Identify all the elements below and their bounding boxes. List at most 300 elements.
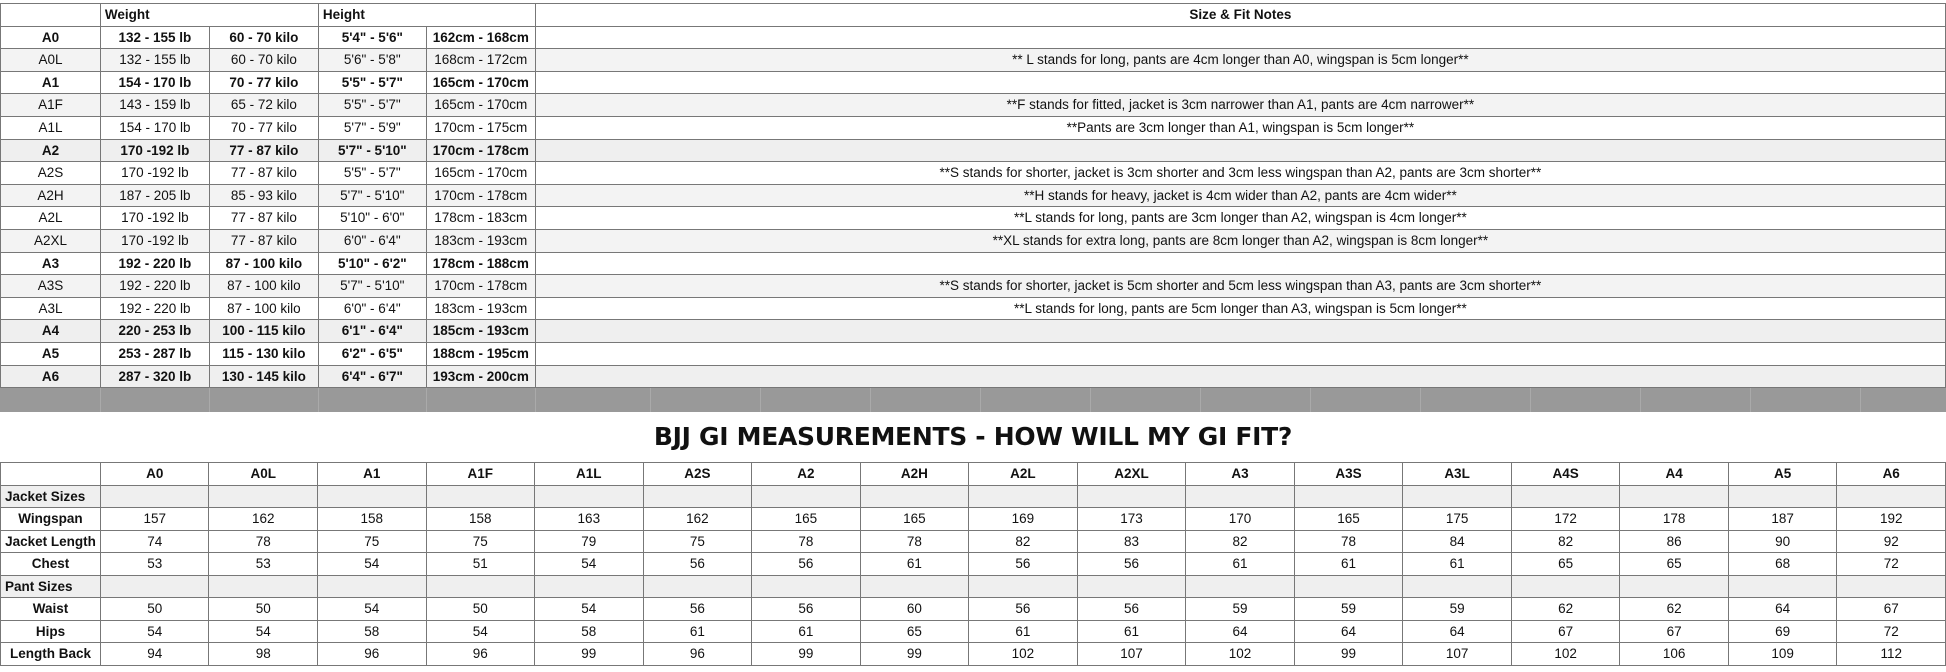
measurement-value bbox=[1294, 575, 1403, 598]
measurement-value: 84 bbox=[1403, 530, 1512, 553]
measurement-value: 65 bbox=[860, 620, 969, 643]
page-title: BJJ GI MEASUREMENTS - HOW WILL MY GI FIT? bbox=[653, 422, 1293, 451]
size-column-header: A2H bbox=[860, 463, 969, 486]
header-weight: Weight bbox=[100, 4, 318, 27]
measurement-label: Hips bbox=[1, 620, 101, 643]
measurement-row bbox=[1, 643, 1946, 666]
weight-lb: 192 - 220 lb bbox=[100, 275, 209, 298]
measurement-value bbox=[1294, 485, 1403, 508]
height-cm: 165cm - 170cm bbox=[426, 162, 535, 185]
size-chart-table bbox=[0, 3, 1946, 388]
measurement-value: 78 bbox=[209, 530, 318, 553]
measurement-row bbox=[1, 508, 1946, 531]
measurement-value: 50 bbox=[209, 598, 318, 621]
measurement-value: 68 bbox=[1728, 553, 1837, 576]
size-label: A4 bbox=[1, 320, 101, 343]
fit-note bbox=[535, 252, 1945, 275]
measurement-value: 50 bbox=[100, 598, 209, 621]
weight-kg: 130 - 145 kilo bbox=[209, 365, 318, 388]
band-divider bbox=[1200, 388, 1201, 412]
size-row bbox=[1, 116, 1946, 139]
measurement-value: 61 bbox=[752, 620, 861, 643]
height-cm: 188cm - 195cm bbox=[426, 342, 535, 365]
fit-note: **H stands for heavy, jacket is 4cm wider than A2, pants are 4cm wider** bbox=[535, 184, 1945, 207]
measurement-value bbox=[969, 575, 1078, 598]
height-ft: 5'7" - 5'10" bbox=[318, 139, 426, 162]
measurement-value: 61 bbox=[1294, 553, 1403, 576]
measurement-value: 56 bbox=[969, 553, 1078, 576]
measurement-label: Jacket Length bbox=[1, 530, 101, 553]
size-label: A2 bbox=[1, 139, 101, 162]
weight-kg: 77 - 87 kilo bbox=[209, 162, 318, 185]
measurement-value: 173 bbox=[1077, 508, 1186, 531]
weight-lb: 187 - 205 lb bbox=[100, 184, 209, 207]
measurement-value: 78 bbox=[752, 530, 861, 553]
measurement-value: 162 bbox=[209, 508, 318, 531]
measurement-value: 157 bbox=[100, 508, 209, 531]
height-ft: 5'10" - 6'0" bbox=[318, 207, 426, 230]
measurement-value bbox=[426, 485, 535, 508]
measurement-value: 61 bbox=[1186, 553, 1295, 576]
measurement-value: 165 bbox=[1294, 508, 1403, 531]
measurement-value: 75 bbox=[643, 530, 752, 553]
measurement-value: 56 bbox=[969, 598, 1078, 621]
weight-kg: 70 - 77 kilo bbox=[209, 116, 318, 139]
measurement-value: 65 bbox=[1511, 553, 1620, 576]
measurement-value bbox=[1728, 485, 1837, 508]
measurement-value: 64 bbox=[1294, 620, 1403, 643]
measurement-row bbox=[1, 620, 1946, 643]
measurement-value: 102 bbox=[1186, 643, 1295, 666]
measurement-value: 61 bbox=[1403, 553, 1512, 576]
section-row bbox=[1, 575, 1946, 598]
measurement-value: 99 bbox=[535, 643, 644, 666]
header-size-cell bbox=[1, 4, 101, 27]
measurement-value: 61 bbox=[860, 553, 969, 576]
band-divider bbox=[1420, 388, 1421, 412]
height-ft: 5'10" - 6'2" bbox=[318, 252, 426, 275]
measurement-value: 67 bbox=[1620, 620, 1729, 643]
measurement-value bbox=[426, 575, 535, 598]
weight-lb: 170 -192 lb bbox=[100, 207, 209, 230]
measurement-value: 56 bbox=[752, 598, 861, 621]
measurement-value bbox=[318, 485, 427, 508]
weight-lb: 170 -192 lb bbox=[100, 139, 209, 162]
measurement-value: 61 bbox=[1077, 620, 1186, 643]
measurement-value: 53 bbox=[209, 553, 318, 576]
measurement-value: 78 bbox=[860, 530, 969, 553]
band-divider bbox=[100, 388, 101, 412]
measurement-value: 169 bbox=[969, 508, 1078, 531]
measurement-value: 64 bbox=[1728, 598, 1837, 621]
measurement-value bbox=[1186, 485, 1295, 508]
measurement-value: 67 bbox=[1837, 598, 1946, 621]
measurement-value: 92 bbox=[1837, 530, 1946, 553]
fit-note bbox=[535, 342, 1945, 365]
size-column-header: A4 bbox=[1620, 463, 1729, 486]
measurement-value bbox=[1837, 575, 1946, 598]
measurement-value bbox=[209, 485, 318, 508]
measurement-value: 99 bbox=[1294, 643, 1403, 666]
size-label: A1F bbox=[1, 94, 101, 117]
band-divider bbox=[535, 388, 536, 412]
measurement-value bbox=[1077, 575, 1186, 598]
measurement-value: 90 bbox=[1728, 530, 1837, 553]
fit-note bbox=[535, 320, 1945, 343]
weight-lb: 154 - 170 lb bbox=[100, 71, 209, 94]
size-row bbox=[1, 342, 1946, 365]
measurement-value bbox=[535, 575, 644, 598]
measurement-value: 94 bbox=[100, 643, 209, 666]
measurement-value: 96 bbox=[643, 643, 752, 666]
size-label: A3 bbox=[1, 252, 101, 275]
height-cm: 185cm - 193cm bbox=[426, 320, 535, 343]
measurement-value: 163 bbox=[535, 508, 644, 531]
band-divider bbox=[1090, 388, 1091, 412]
measurement-value bbox=[969, 485, 1078, 508]
weight-lb: 287 - 320 lb bbox=[100, 365, 209, 388]
measurement-value bbox=[860, 575, 969, 598]
measurement-value: 107 bbox=[1077, 643, 1186, 666]
measurement-value: 99 bbox=[860, 643, 969, 666]
measurement-value: 54 bbox=[318, 598, 427, 621]
measurement-value: 56 bbox=[643, 598, 752, 621]
measurement-label: Length Back bbox=[1, 643, 101, 666]
measurement-value: 54 bbox=[426, 620, 535, 643]
measurement-value: 72 bbox=[1837, 620, 1946, 643]
size-column-header: A3S bbox=[1294, 463, 1403, 486]
measurement-value bbox=[318, 575, 427, 598]
fit-note: **F stands for fitted, jacket is 3cm narrower than A1, pants are 4cm narrower** bbox=[535, 94, 1945, 117]
band-divider bbox=[760, 388, 761, 412]
measurement-value: 162 bbox=[643, 508, 752, 531]
measurement-value: 75 bbox=[318, 530, 427, 553]
fit-note bbox=[535, 365, 1945, 388]
separator-band bbox=[0, 388, 1946, 412]
measurement-value: 86 bbox=[1620, 530, 1729, 553]
measurement-value bbox=[1728, 575, 1837, 598]
weight-lb: 170 -192 lb bbox=[100, 229, 209, 252]
size-column-header: A6 bbox=[1837, 463, 1946, 486]
measurement-value bbox=[1403, 485, 1512, 508]
measurement-value bbox=[535, 485, 644, 508]
weight-kg: 87 - 100 kilo bbox=[209, 252, 318, 275]
height-cm: 170cm - 178cm bbox=[426, 184, 535, 207]
band-divider bbox=[1750, 388, 1751, 412]
height-ft: 5'7" - 5'10" bbox=[318, 275, 426, 298]
weight-lb: 132 - 155 lb bbox=[100, 26, 209, 49]
measurement-value: 58 bbox=[535, 620, 644, 643]
band-divider bbox=[1640, 388, 1641, 412]
measurement-value: 69 bbox=[1728, 620, 1837, 643]
measurement-value: 56 bbox=[752, 553, 861, 576]
measurement-value: 72 bbox=[1837, 553, 1946, 576]
measurement-value: 62 bbox=[1620, 598, 1729, 621]
measurement-value: 54 bbox=[100, 620, 209, 643]
measurement-value: 67 bbox=[1511, 620, 1620, 643]
weight-kg: 60 - 70 kilo bbox=[209, 26, 318, 49]
measurement-value: 83 bbox=[1077, 530, 1186, 553]
measurement-value: 61 bbox=[643, 620, 752, 643]
section-label: Pant Sizes bbox=[1, 575, 101, 598]
measurement-value bbox=[100, 485, 209, 508]
size-label: A6 bbox=[1, 365, 101, 388]
size-column-header: A2L bbox=[969, 463, 1078, 486]
measurement-value: 50 bbox=[426, 598, 535, 621]
size-label: A5 bbox=[1, 342, 101, 365]
measurement-value: 54 bbox=[535, 598, 644, 621]
size-row bbox=[1, 365, 1946, 388]
height-cm: 165cm - 170cm bbox=[426, 71, 535, 94]
measurement-value: 54 bbox=[318, 553, 427, 576]
weight-lb: 192 - 220 lb bbox=[100, 297, 209, 320]
fit-note: **L stands for long, pants are 5cm longer than A3, wingspan is 5cm longer** bbox=[535, 297, 1945, 320]
measurement-value bbox=[752, 485, 861, 508]
size-label: A1L bbox=[1, 116, 101, 139]
size-column-header: A3 bbox=[1186, 463, 1295, 486]
weight-kg: 70 - 77 kilo bbox=[209, 71, 318, 94]
size-column-header: A0 bbox=[100, 463, 209, 486]
measurement-value bbox=[1403, 575, 1512, 598]
measurement-label: Wingspan bbox=[1, 508, 101, 531]
size-chart-header-row bbox=[1, 4, 1946, 27]
height-cm: 170cm - 178cm bbox=[426, 275, 535, 298]
measurement-value: 56 bbox=[1077, 598, 1186, 621]
band-divider bbox=[1530, 388, 1531, 412]
measurement-label: Waist bbox=[1, 598, 101, 621]
measurement-value bbox=[1620, 575, 1729, 598]
fit-note: **Pants are 3cm longer than A1, wingspan is 5cm longer** bbox=[535, 116, 1945, 139]
size-label: A3L bbox=[1, 297, 101, 320]
size-column-header: A5 bbox=[1728, 463, 1837, 486]
size-column-header: A3L bbox=[1403, 463, 1512, 486]
size-row bbox=[1, 94, 1946, 117]
height-ft: 5'7" - 5'10" bbox=[318, 184, 426, 207]
measurement-value: 58 bbox=[318, 620, 427, 643]
size-label: A0L bbox=[1, 49, 101, 72]
height-ft: 5'7" - 5'9" bbox=[318, 116, 426, 139]
measurement-row bbox=[1, 553, 1946, 576]
measurement-value: 54 bbox=[535, 553, 644, 576]
measurements-table bbox=[0, 462, 1946, 666]
height-cm: 178cm - 183cm bbox=[426, 207, 535, 230]
measurement-value: 178 bbox=[1620, 508, 1729, 531]
weight-kg: 87 - 100 kilo bbox=[209, 297, 318, 320]
measurement-value: 64 bbox=[1186, 620, 1295, 643]
measurement-row bbox=[1, 530, 1946, 553]
measurement-value: 170 bbox=[1186, 508, 1295, 531]
height-ft: 5'4" - 5'6" bbox=[318, 26, 426, 49]
measurement-value: 187 bbox=[1728, 508, 1837, 531]
measurement-value: 53 bbox=[100, 553, 209, 576]
measurement-value: 56 bbox=[643, 553, 752, 576]
weight-kg: 60 - 70 kilo bbox=[209, 49, 318, 72]
height-cm: 178cm - 188cm bbox=[426, 252, 535, 275]
size-column-header: A0L bbox=[209, 463, 318, 486]
size-row bbox=[1, 207, 1946, 230]
measurement-value: 102 bbox=[969, 643, 1078, 666]
weight-kg: 115 - 130 kilo bbox=[209, 342, 318, 365]
weight-lb: 170 -192 lb bbox=[100, 162, 209, 185]
size-row bbox=[1, 275, 1946, 298]
size-label: A1 bbox=[1, 71, 101, 94]
measurement-value: 165 bbox=[752, 508, 861, 531]
band-divider bbox=[650, 388, 651, 412]
measurement-value: 165 bbox=[860, 508, 969, 531]
measurement-value bbox=[100, 575, 209, 598]
size-label: A2S bbox=[1, 162, 101, 185]
height-ft: 5'5" - 5'7" bbox=[318, 162, 426, 185]
measurement-value: 64 bbox=[1403, 620, 1512, 643]
size-row bbox=[1, 49, 1946, 72]
weight-lb: 220 - 253 lb bbox=[100, 320, 209, 343]
weight-kg: 65 - 72 kilo bbox=[209, 94, 318, 117]
size-row bbox=[1, 229, 1946, 252]
measurement-value: 99 bbox=[752, 643, 861, 666]
size-column-header: A1L bbox=[535, 463, 644, 486]
height-ft: 6'0" - 6'4" bbox=[318, 297, 426, 320]
band-divider bbox=[426, 388, 427, 412]
size-row bbox=[1, 320, 1946, 343]
measurement-value: 107 bbox=[1403, 643, 1512, 666]
measurement-value: 59 bbox=[1403, 598, 1512, 621]
measurement-value: 62 bbox=[1511, 598, 1620, 621]
measurement-value: 82 bbox=[969, 530, 1078, 553]
measurement-value: 59 bbox=[1186, 598, 1295, 621]
measurement-value bbox=[1837, 485, 1946, 508]
measurement-value: 82 bbox=[1511, 530, 1620, 553]
measurement-value: 192 bbox=[1837, 508, 1946, 531]
weight-kg: 77 - 87 kilo bbox=[209, 139, 318, 162]
weight-kg: 77 - 87 kilo bbox=[209, 229, 318, 252]
size-column-header: A1 bbox=[318, 463, 427, 486]
height-ft: 5'5" - 5'7" bbox=[318, 94, 426, 117]
header-height: Height bbox=[318, 4, 535, 27]
weight-kg: 85 - 93 kilo bbox=[209, 184, 318, 207]
measurement-value: 175 bbox=[1403, 508, 1512, 531]
fit-note: ** L stands for long, pants are 4cm longer than A0, wingspan is 5cm longer** bbox=[535, 49, 1945, 72]
size-row bbox=[1, 162, 1946, 185]
size-row bbox=[1, 252, 1946, 275]
size-column-header: A4S bbox=[1511, 463, 1620, 486]
size-row bbox=[1, 184, 1946, 207]
measurement-value: 96 bbox=[318, 643, 427, 666]
measurement-value bbox=[209, 575, 318, 598]
height-cm: 170cm - 175cm bbox=[426, 116, 535, 139]
section-label: Jacket Sizes bbox=[1, 485, 101, 508]
corner-cell bbox=[1, 463, 101, 486]
height-cm: 183cm - 193cm bbox=[426, 297, 535, 320]
size-row bbox=[1, 297, 1946, 320]
measurement-value: 172 bbox=[1511, 508, 1620, 531]
section-row bbox=[1, 485, 1946, 508]
band-divider bbox=[209, 388, 210, 412]
size-column-header: A2S bbox=[643, 463, 752, 486]
fit-note bbox=[535, 26, 1945, 49]
size-label: A2XL bbox=[1, 229, 101, 252]
measurement-value: 59 bbox=[1294, 598, 1403, 621]
measurement-value bbox=[752, 575, 861, 598]
header-size-fit-notes: Size & Fit Notes bbox=[535, 4, 1945, 27]
measurement-value: 79 bbox=[535, 530, 644, 553]
fit-note bbox=[535, 139, 1945, 162]
band-divider bbox=[980, 388, 981, 412]
measurement-value bbox=[1186, 575, 1295, 598]
size-label: A0 bbox=[1, 26, 101, 49]
weight-lb: 192 - 220 lb bbox=[100, 252, 209, 275]
size-column-header: A2XL bbox=[1077, 463, 1186, 486]
height-ft: 6'4" - 6'7" bbox=[318, 365, 426, 388]
weight-lb: 154 - 170 lb bbox=[100, 116, 209, 139]
measurement-value bbox=[860, 485, 969, 508]
weight-kg: 87 - 100 kilo bbox=[209, 275, 318, 298]
measurement-value: 109 bbox=[1728, 643, 1837, 666]
fit-note: **L stands for long, pants are 3cm longer than A2, wingspan is 4cm longer** bbox=[535, 207, 1945, 230]
weight-lb: 253 - 287 lb bbox=[100, 342, 209, 365]
height-ft: 6'0" - 6'4" bbox=[318, 229, 426, 252]
band-divider bbox=[1860, 388, 1861, 412]
measurement-value: 56 bbox=[1077, 553, 1186, 576]
measurement-value: 60 bbox=[860, 598, 969, 621]
measurement-value: 54 bbox=[209, 620, 318, 643]
measurement-value bbox=[643, 485, 752, 508]
measurement-value: 75 bbox=[426, 530, 535, 553]
measurement-value: 106 bbox=[1620, 643, 1729, 666]
band-divider bbox=[1310, 388, 1311, 412]
measurement-row bbox=[1, 598, 1946, 621]
measurement-value bbox=[1511, 575, 1620, 598]
height-ft: 5'6" - 5'8" bbox=[318, 49, 426, 72]
measurement-value: 158 bbox=[318, 508, 427, 531]
measurement-value: 96 bbox=[426, 643, 535, 666]
measurement-value: 51 bbox=[426, 553, 535, 576]
weight-lb: 143 - 159 lb bbox=[100, 94, 209, 117]
height-cm: 162cm - 168cm bbox=[426, 26, 535, 49]
size-row bbox=[1, 139, 1946, 162]
height-cm: 183cm - 193cm bbox=[426, 229, 535, 252]
size-label: A2H bbox=[1, 184, 101, 207]
weight-kg: 77 - 87 kilo bbox=[209, 207, 318, 230]
measurement-value: 65 bbox=[1620, 553, 1729, 576]
band-divider bbox=[318, 388, 319, 412]
measurement-value: 98 bbox=[209, 643, 318, 666]
measurement-value bbox=[1620, 485, 1729, 508]
height-ft: 5'5" - 5'7" bbox=[318, 71, 426, 94]
measurement-value bbox=[643, 575, 752, 598]
fit-note: **S stands for shorter, jacket is 3cm shorter and 3cm less wingspan than A2, pants are 3cm shorter** bbox=[535, 162, 1945, 185]
fit-note: **S stands for shorter, jacket is 5cm shorter and 5cm less wingspan than A3, pants are 3cm shorter** bbox=[535, 275, 1945, 298]
measurement-value: 61 bbox=[969, 620, 1078, 643]
measurement-value: 78 bbox=[1294, 530, 1403, 553]
measurement-label: Chest bbox=[1, 553, 101, 576]
measurements-header-row bbox=[1, 463, 1946, 486]
measurement-value bbox=[1511, 485, 1620, 508]
band-divider bbox=[870, 388, 871, 412]
fit-note: **XL stands for extra long, pants are 8cm longer than A2, wingspan is 8cm longer** bbox=[535, 229, 1945, 252]
height-cm: 170cm - 178cm bbox=[426, 139, 535, 162]
measurement-value: 74 bbox=[100, 530, 209, 553]
weight-kg: 100 - 115 kilo bbox=[209, 320, 318, 343]
weight-lb: 132 - 155 lb bbox=[100, 49, 209, 72]
height-ft: 6'2" - 6'5" bbox=[318, 342, 426, 365]
height-cm: 165cm - 170cm bbox=[426, 94, 535, 117]
height-cm: 168cm - 172cm bbox=[426, 49, 535, 72]
measurement-value: 158 bbox=[426, 508, 535, 531]
size-row bbox=[1, 26, 1946, 49]
size-label: A3S bbox=[1, 275, 101, 298]
height-ft: 6'1" - 6'4" bbox=[318, 320, 426, 343]
size-column-header: A1F bbox=[426, 463, 535, 486]
